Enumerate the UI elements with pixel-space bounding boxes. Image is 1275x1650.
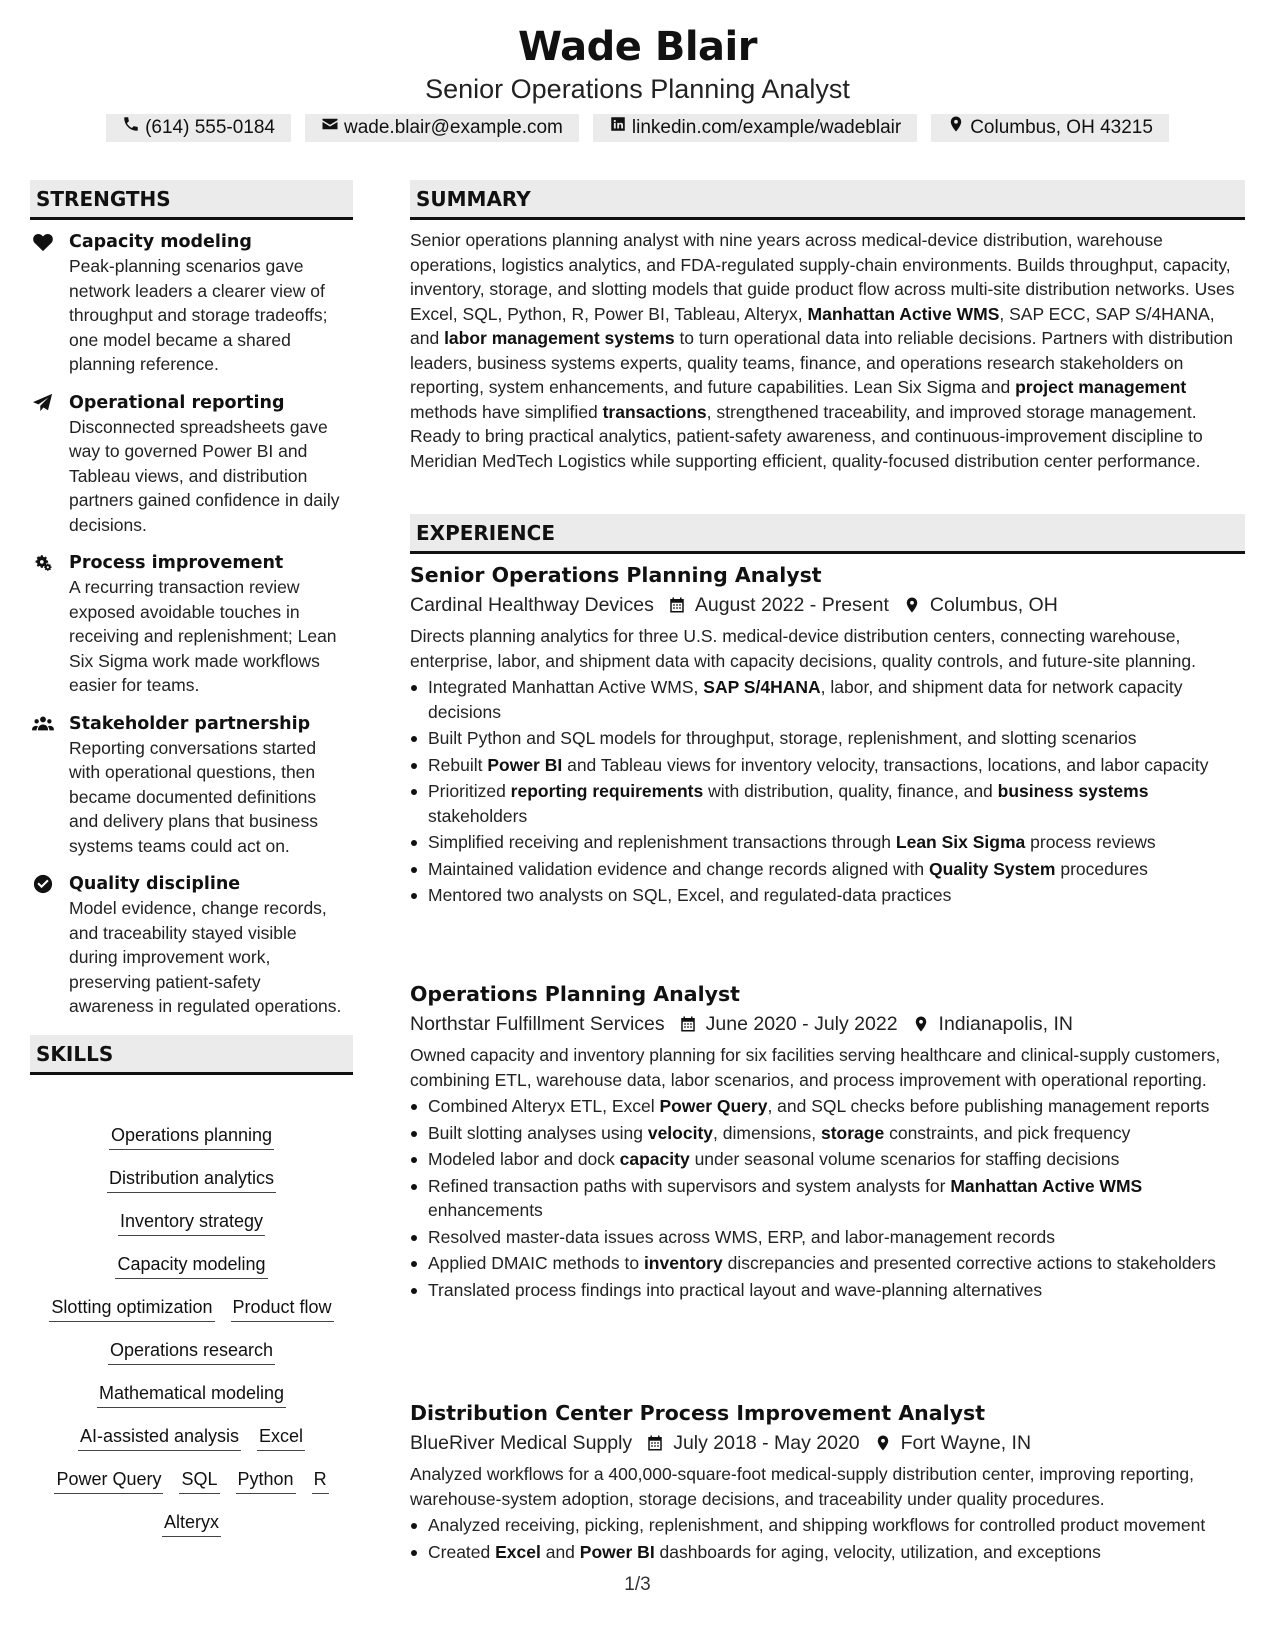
text-run: Senior operations planning analyst with nine years across medical-device distribution, warehouse operations, logistics analytics, and FDA-regulated supply-chain environments. Builds throughput, capacity, inventory, storage, and slotting models that guide product flow across multi-site distribution networks. Uses Excel, SQL, Python, R, Power BI, Tableau, Alteryx, [410, 230, 1235, 324]
text-run: , dimensions, [713, 1122, 821, 1143]
linkedin-text: linkedin.com/example/wadeblair [631, 117, 902, 138]
text-run: Resolved master-data issues across WMS, ERP, and labor-management records [428, 1226, 1056, 1247]
strengths-heading: STRENGTHS [30, 180, 353, 220]
skill-tag: Product flow [231, 1294, 334, 1322]
check-circle-icon [32, 874, 54, 894]
skill-tag: SQL [179, 1466, 219, 1494]
bold-text: Manhattan Active WMS [950, 1175, 1143, 1196]
text-run: procedures [1055, 858, 1148, 879]
page-number: 1/3 [624, 1574, 651, 1595]
location-pin-icon [912, 1014, 930, 1034]
text-run: methods have simplified [410, 401, 603, 422]
text-run: Built Python and SQL models for throughput, storage, replenishment, and slotting scenarios [428, 728, 1137, 748]
bold-text: inventory [643, 1253, 723, 1273]
job-dates: July 2018 - May 2020 [673, 1432, 860, 1454]
job-description: Owned capacity and inventory planning for six facilities serving healthcare and clinical-supply customers, combining ETL, warehouse data, labor scenarios, and process improvement with operational reporting. [410, 1045, 1221, 1090]
job-meta [410, 1009, 1245, 1039]
text-run: Modeled labor and dock [428, 1149, 620, 1169]
bold-text: Lean Six Sigma [895, 832, 1026, 852]
job-bullet [410, 1278, 1245, 1303]
paper-plane-icon [32, 393, 54, 413]
text-run: process reviews [1025, 832, 1156, 852]
job-bullet [410, 675, 1245, 724]
job-bullet [410, 1251, 1245, 1276]
text-run: dashboards for aging, velocity, utilization, and exceptions [654, 1541, 1101, 1562]
strength-text: Peak-planning scenarios gave network leaders a clearer view of throughput and storage tradeoffs; one model became a shared planning reference. [69, 256, 328, 374]
job-entry [410, 1398, 1245, 1566]
job-bullet [410, 883, 1245, 908]
linkedin-icon [609, 114, 627, 142]
candidate-name: Wade Blair [517, 24, 757, 70]
company-name: BlueRiver Medical Supply [410, 1432, 633, 1454]
job-bullet [410, 1174, 1245, 1223]
experience-heading: EXPERIENCE [410, 514, 1245, 554]
text-run: Analyzed receiving, picking, replenishment, and shipping workflows for controlled product movement [428, 1515, 1206, 1535]
contact-phone [106, 114, 291, 142]
job-location: Indianapolis, IN [938, 1013, 1073, 1035]
job-bullets [410, 1513, 1245, 1564]
skill-tag: Slotting optimization [49, 1294, 214, 1322]
strength-item [30, 230, 350, 377]
bold-text: Excel [495, 1541, 541, 1562]
job-bullet [410, 1147, 1245, 1172]
job-bullet [410, 857, 1245, 882]
gears-icon [32, 553, 54, 573]
job-title: Senior Operations Planning Analyst [410, 563, 822, 587]
job-location: Columbus, OH [929, 594, 1058, 616]
skill-tag: Python [236, 1466, 296, 1494]
envelope-icon [321, 114, 339, 142]
text-run: enhancements [428, 1200, 543, 1220]
job-dates: June 2020 - July 2022 [705, 1013, 898, 1035]
text-run: discrepancies and presented corrective actions to stakeholders [722, 1253, 1216, 1273]
skills-list [30, 1122, 353, 1537]
bold-text: Manhattan Active WMS [807, 303, 1000, 324]
job-bullet [410, 753, 1245, 778]
text-run: to turn operational data into reliable decisions. Partners with distribution leaders, business systems experts, quality teams, finance, and operations research stakeholders on reporting, system enhancements, and future capabilities. Lean Six Sigma and [410, 328, 1233, 397]
text-run: Prioritized [428, 781, 511, 801]
job-bullets [410, 1094, 1245, 1302]
text-run: Applied DMAIC methods to [428, 1253, 644, 1273]
text-run: under seasonal volume scenarios for staffing decisions [689, 1149, 1120, 1169]
text-run: Created [428, 1541, 496, 1562]
text-run: Built slotting analyses using [428, 1122, 648, 1143]
job-meta [410, 1428, 1245, 1458]
skill-tag: Operations research [108, 1337, 275, 1365]
calendar-icon [668, 595, 686, 615]
job-bullet [410, 1094, 1245, 1119]
strength-text: Model evidence, change records, and traceability stayed visible during improvement work, preserving patient-safety awareness in regulated operations. [69, 898, 342, 1016]
skill-tag: AI-assisted analysis [78, 1423, 241, 1451]
job-entry [410, 560, 1245, 910]
job-bullet [410, 830, 1245, 855]
job-bullet [410, 1513, 1245, 1538]
strength-title: Quality discipline [69, 874, 241, 894]
job-title: Operations Planning Analyst [410, 982, 740, 1006]
job-meta [410, 590, 1245, 620]
text-run: with distribution, quality, finance, and [703, 781, 998, 801]
bold-text: capacity [619, 1149, 690, 1169]
skill-tag: Power Query [54, 1466, 163, 1494]
job-bullets [410, 675, 1245, 908]
bold-text: SAP S/4HANA [703, 677, 821, 697]
company-name: Cardinal Healthway Devices [410, 594, 654, 616]
location-pin-icon [874, 1433, 892, 1453]
skill-tag: Excel [257, 1423, 305, 1451]
job-location: Fort Wayne, IN [900, 1432, 1032, 1454]
skill-tag: Alteryx [162, 1509, 221, 1537]
skill-tag: R [312, 1466, 329, 1494]
strength-text: Reporting conversations started with operational questions, then became documented definitions and delivery plans that business systems teams could act on. [69, 737, 319, 856]
job-description: Directs planning analytics for three U.S. medical-device distribution centers, connecting warehouse, enterprise, labor, and shipment data with capacity decisions, quality controls, and future-site planning. [410, 626, 1197, 671]
phone-text: (614) 555-0184 [145, 117, 275, 138]
heart-icon [32, 232, 54, 252]
bold-text: Quality System [929, 858, 1056, 879]
bold-text: business systems [997, 781, 1149, 801]
email-text: wade.blair@example.com [344, 117, 563, 138]
bold-text: transactions [602, 401, 707, 422]
bold-text: Power BI [579, 1541, 655, 1562]
contact-bar [0, 114, 1275, 142]
bold-text: Power BI [487, 754, 563, 775]
text-run: Maintained validation evidence and change records aligned with [428, 858, 930, 879]
job-bullet [410, 726, 1245, 751]
bold-text: Power Query [659, 1096, 768, 1116]
summary-heading: SUMMARY [410, 180, 1245, 220]
skills-heading: SKILLS [30, 1035, 353, 1075]
skill-tag: Inventory strategy [118, 1208, 265, 1236]
contact-email[interactable] [305, 114, 579, 142]
text-run: , SAP ECC, SAP S/4HANA, and [410, 303, 1215, 348]
phone-icon [122, 114, 140, 142]
skill-tag: Capacity modeling [115, 1251, 267, 1279]
job-dates: August 2022 - Present [694, 594, 889, 616]
location-text: Columbus, OH 43215 [970, 117, 1153, 138]
job-bullet [410, 1540, 1245, 1565]
text-run: Refined transaction paths with supervisors and system analysts for [428, 1175, 951, 1196]
bold-text: reporting requirements [510, 781, 704, 801]
strength-item [30, 551, 350, 698]
job-bullet [410, 1225, 1245, 1250]
job-entry [410, 979, 1245, 1304]
contact-linkedin[interactable] [593, 114, 917, 142]
strength-text: Disconnected spreadsheets gave way to governed Power BI and Tableau views, and distribution partners gained confidence in daily decisions. [69, 416, 340, 535]
bold-text: storage [821, 1122, 885, 1143]
text-run: Simplified receiving and replenishment transactions through [428, 832, 896, 852]
bold-text: project management [1015, 377, 1187, 397]
text-run: Integrated Manhattan Active WMS, [428, 677, 704, 697]
strength-title: Stakeholder partnership [69, 713, 311, 734]
location-pin-icon [903, 595, 921, 615]
text-run: Combined Alteryx ETL, Excel [428, 1096, 660, 1116]
candidate-title: Senior Operations Planning Analyst [425, 74, 850, 104]
skill-tag: Distribution analytics [107, 1165, 276, 1193]
location-pin-icon [947, 114, 965, 142]
strength-title: Capacity modeling [69, 232, 252, 252]
strengths-list [30, 230, 350, 1033]
text-run: Translated process findings into practical layout and wave-planning alternatives [428, 1279, 1043, 1300]
text-run: , labor, and shipment data for network capacity decisions [428, 677, 1183, 722]
bold-text: labor management systems [444, 328, 675, 348]
strength-title: Process improvement [69, 553, 284, 573]
strength-item [30, 712, 350, 859]
text-run: , strengthened traceability, and improved storage management. Ready to bring practical analytics, patient-safety awareness, and continuous-improvement discipline to Meridian MedTech Logistics while supporting efficient, quality-focused distribution center performance. [410, 401, 1203, 471]
contact-location [931, 114, 1169, 142]
job-title: Distribution Center Process Improvement Analyst [410, 1401, 986, 1425]
skill-tag: Operations planning [109, 1122, 274, 1150]
skill-tag: Mathematical modeling [97, 1380, 286, 1408]
calendar-icon [679, 1014, 697, 1034]
text-run: Mentored two analysts on SQL, Excel, and regulated-data practices [428, 885, 952, 905]
text-run: constraints, and pick frequency [884, 1122, 1131, 1143]
bold-text: velocity [647, 1122, 714, 1143]
strength-title: Operational reporting [69, 392, 285, 413]
text-run: Rebuilt [428, 754, 488, 775]
text-run: , and SQL checks before publishing management reports [767, 1096, 1210, 1116]
strength-item [30, 391, 350, 538]
job-bullet [410, 779, 1245, 828]
summary-text [410, 228, 1245, 473]
strength-item [30, 872, 350, 1019]
people-group-icon [32, 714, 54, 734]
strength-text: A recurring transaction review exposed avoidable touches in receiving and replenishment; Lean Six Sigma work made workflows easier for teams. [69, 577, 337, 695]
job-bullet [410, 1121, 1245, 1146]
text-run: stakeholders [428, 805, 528, 826]
company-name: Northstar Fulfillment Services [410, 1013, 665, 1035]
text-run: and [540, 1541, 580, 1562]
text-run: and Tableau views for inventory velocity, transactions, locations, and labor capacity [562, 754, 1209, 775]
calendar-icon [646, 1433, 664, 1453]
job-description: Analyzed workflows for a 400,000-square-foot medical-supply distribution center, improving reporting, warehouse-system adoption, storage decisions, and traceability under quality procedures. [410, 1464, 1195, 1509]
